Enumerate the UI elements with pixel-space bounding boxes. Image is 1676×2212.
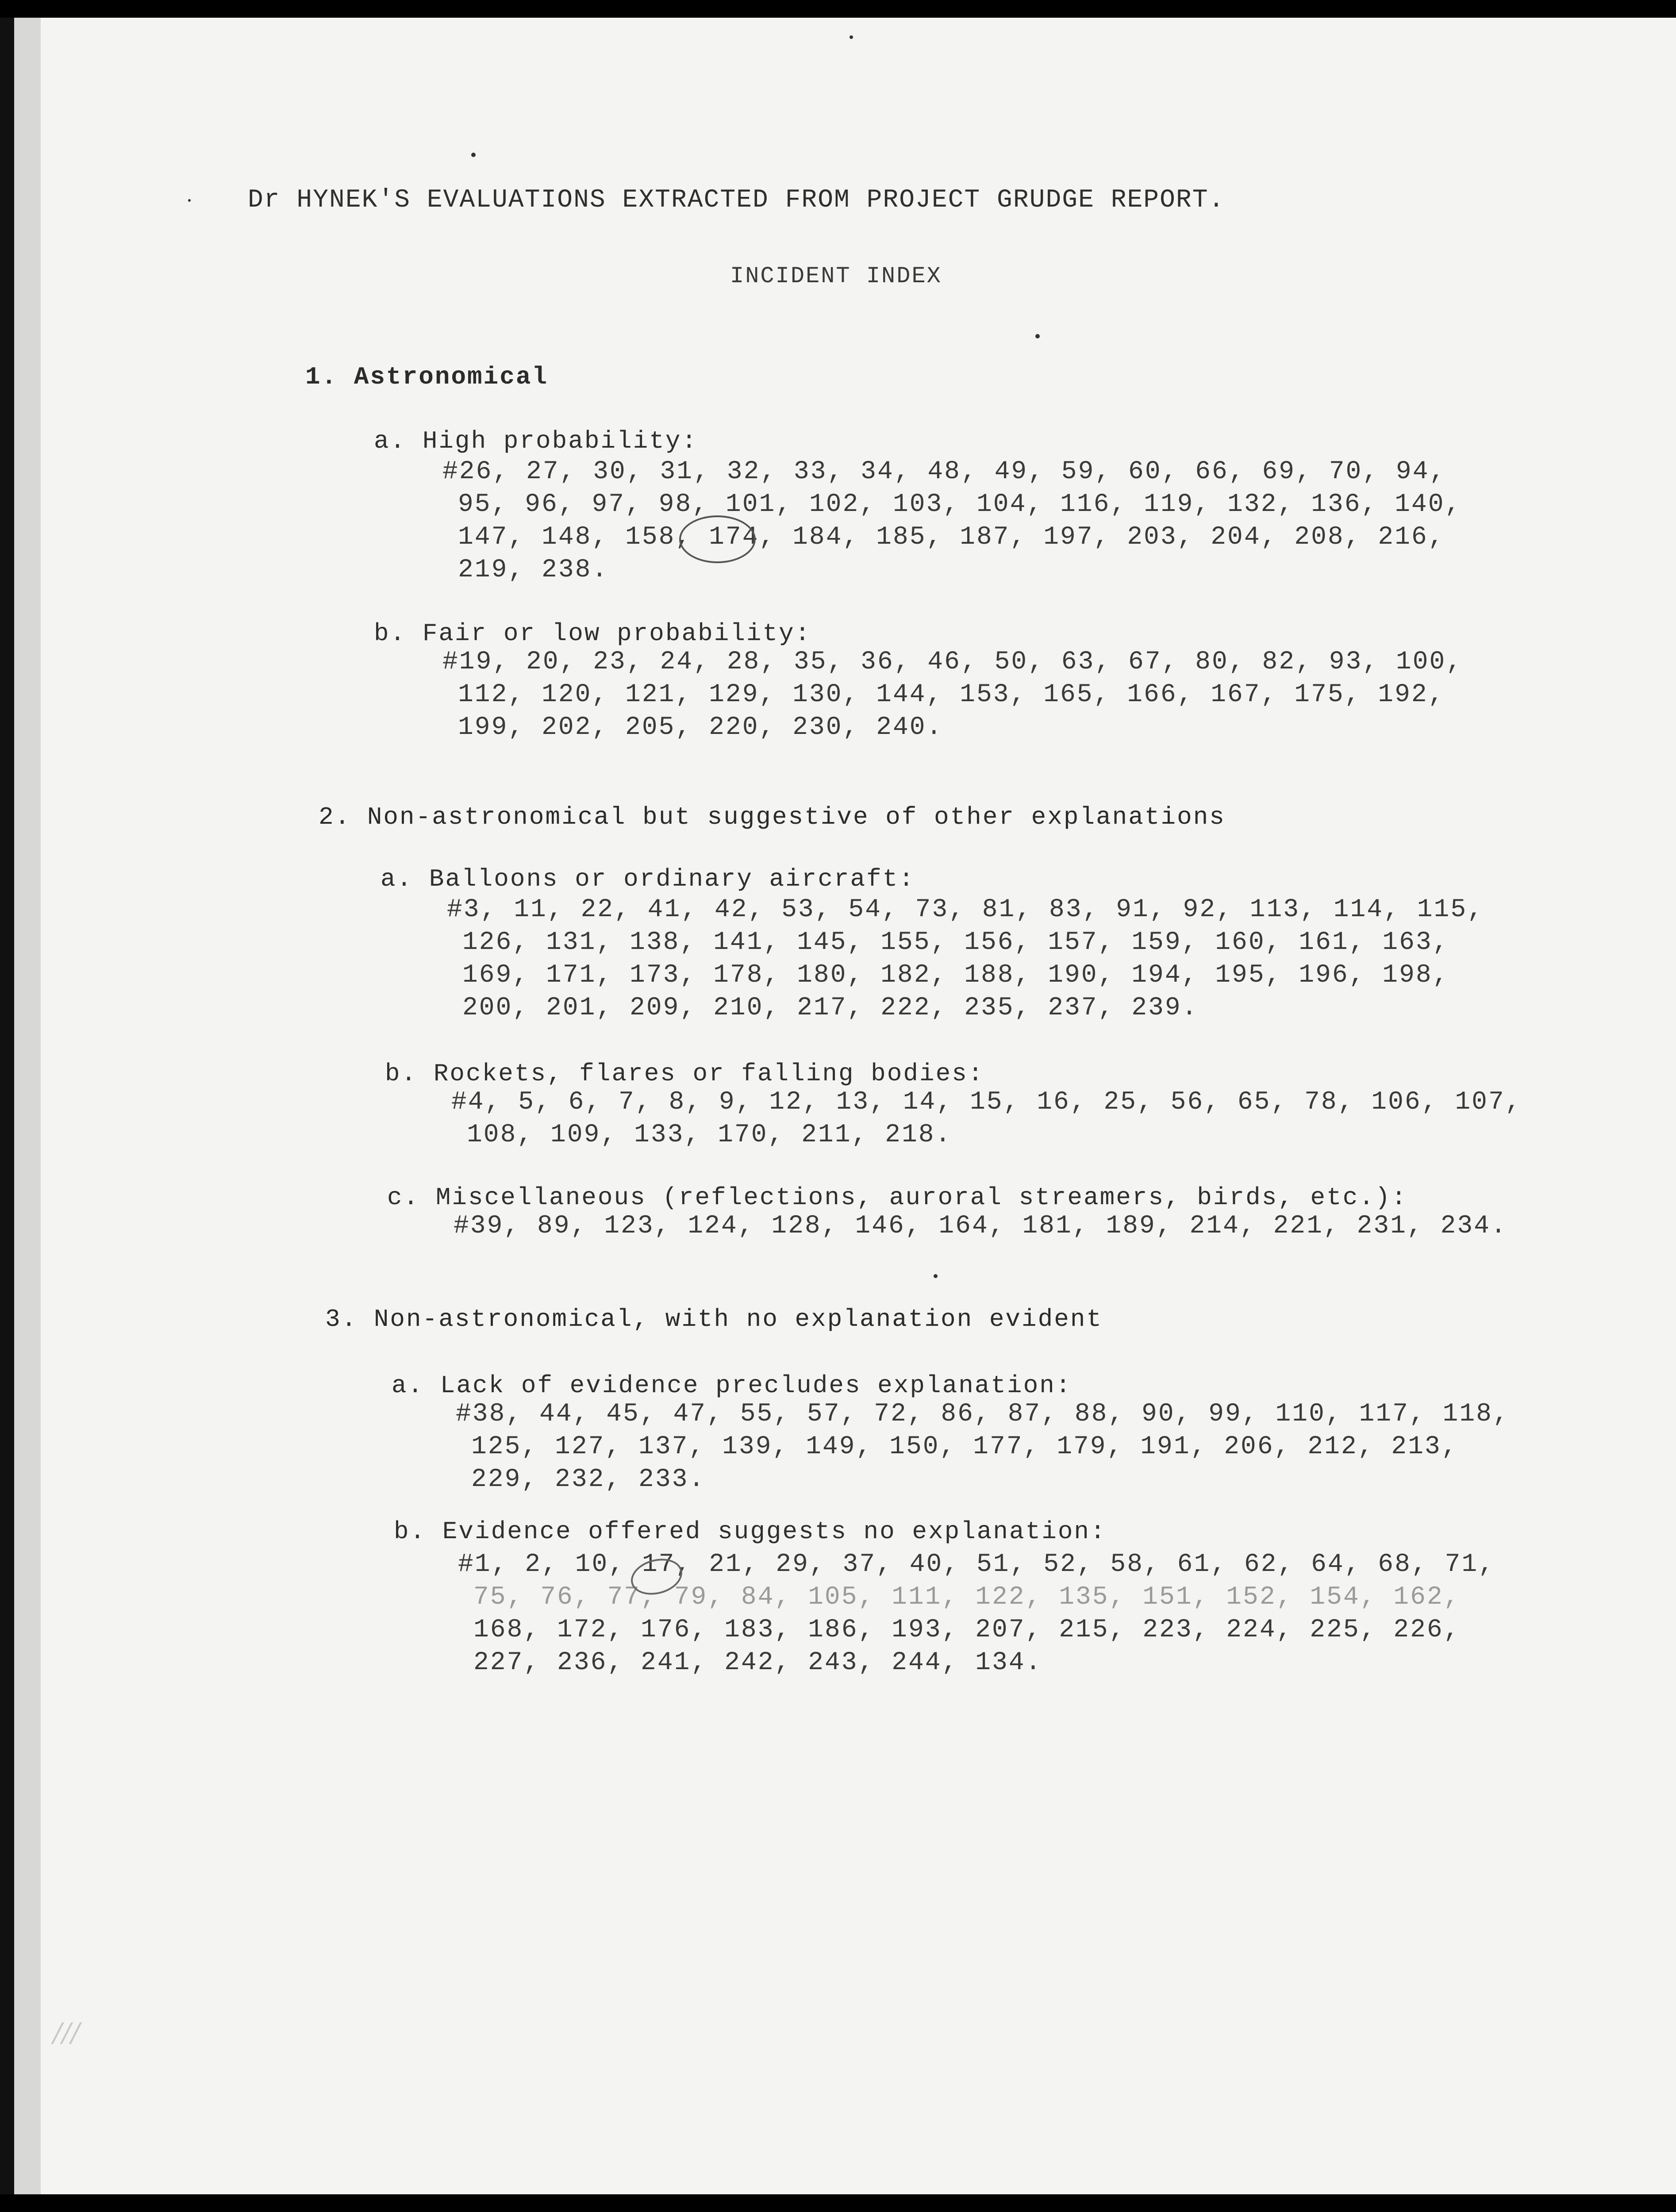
section-1b-heading: b. Fair or low probability: (374, 619, 811, 648)
section-2a-incident-list (447, 894, 1484, 1025)
list-line: 229, 232, 233. (471, 1465, 706, 1494)
list-line: #38, 44, 45, 47, 55, 57, 72, 86, 87, 88, 90, 99, 110, 117, 118, (456, 1400, 1510, 1429)
section-2b-incident-list (451, 1086, 1522, 1152)
section-3b-incident-list (458, 1548, 1495, 1679)
document-subtitle: INCIDENT INDEX (730, 263, 942, 289)
list-line: 199, 202, 205, 220, 230, 240. (458, 713, 943, 742)
list-line: #39, 89, 123, 124, 128, 146, 164, 181, 189, 214, 221, 231, 234. (454, 1212, 1507, 1240)
list-line: #4, 5, 6, 7, 8, 9, 12, 13, 14, 15, 16, 25, 56, 65, 78, 106, 107, (451, 1088, 1522, 1117)
list-line: 169, 171, 173, 178, 180, 182, 188, 190, 194, 195, 196, 198, (462, 961, 1449, 990)
list-line: 219, 238. (458, 556, 609, 584)
section-2b-heading: b. Rockets, flares or falling bodies: (385, 1060, 984, 1088)
list-line: 75, 76, 77, 79, 84, 105, 111, 122, 135, 151, 152, 154, 162, (473, 1583, 1461, 1612)
list-line: 147, 148, 158, 174, 184, 185, 187, 197, 203, 204, 208, 216, (458, 523, 1445, 552)
document-title: Dr HYNEK'S EVALUATIONS EXTRACTED FROM PROJECT GRUDGE REPORT. (248, 186, 1225, 215)
section-2c-incident-list (454, 1210, 1507, 1243)
section-2-heading: 2. Non-astronomical but suggestive of other explanations (319, 803, 1226, 831)
list-line: #3, 11, 22, 41, 42, 53, 54, 73, 81, 83, 91, 92, 113, 114, 115, (447, 895, 1484, 924)
section-1a-heading: a. High probability: (374, 427, 698, 455)
circled-174-mark (679, 515, 756, 563)
section-1a-incident-list (442, 456, 1461, 587)
section-1b-incident-list (442, 646, 1463, 744)
section-2a-heading: a. Balloons or ordinary aircraft: (381, 865, 915, 893)
list-line: #26, 27, 30, 31, 32, 33, 34, 48, 49, 59, 60, 66, 69, 70, 94, (442, 457, 1446, 486)
section-3a-heading: a. Lack of evidence precludes explanation: (392, 1371, 1072, 1400)
list-line: 95, 96, 97, 98, 101, 102, 103, 104, 116, 119, 132, 136, 140, (458, 490, 1462, 519)
list-line: 227, 236, 241, 242, 243, 244, 134. (473, 1648, 1042, 1677)
list-line: #1, 2, 10, 17, 21, 29, 37, 40, 51, 52, 58, 61, 62, 64, 68, 71, (458, 1550, 1495, 1579)
list-line: 168, 172, 176, 183, 186, 193, 207, 215, 223, 224, 225, 226, (473, 1616, 1461, 1644)
scan-left-edge (0, 18, 14, 2194)
handwritten-edge-mark: /// (53, 2017, 80, 2048)
section-3-heading: 3. Non-astronomical, with no explanation evident (325, 1305, 1103, 1333)
list-line: 125, 127, 137, 139, 149, 150, 177, 179, 191, 206, 212, 213, (471, 1432, 1458, 1461)
section-1-heading: 1. Astronomical (305, 363, 549, 391)
list-line: 126, 131, 138, 141, 145, 155, 156, 157, 159, 160, 161, 163, (462, 928, 1449, 957)
section-3b-heading: b. Evidence offered suggests no explanation: (394, 1517, 1107, 1546)
list-line: 112, 120, 121, 129, 130, 144, 153, 165, 166, 167, 175, 192, (458, 680, 1445, 709)
list-line: 200, 201, 209, 210, 217, 222, 235, 237, 239. (462, 994, 1199, 1022)
section-2c-heading: c. Miscellaneous (reflections, auroral streamers, birds, etc.): (387, 1183, 1408, 1212)
section-3a-incident-list (456, 1398, 1510, 1496)
list-line: #19, 20, 23, 24, 28, 35, 36, 46, 50, 63, 67, 80, 82, 93, 100, (442, 648, 1463, 676)
list-line: 108, 109, 133, 170, 211, 218. (467, 1121, 952, 1149)
